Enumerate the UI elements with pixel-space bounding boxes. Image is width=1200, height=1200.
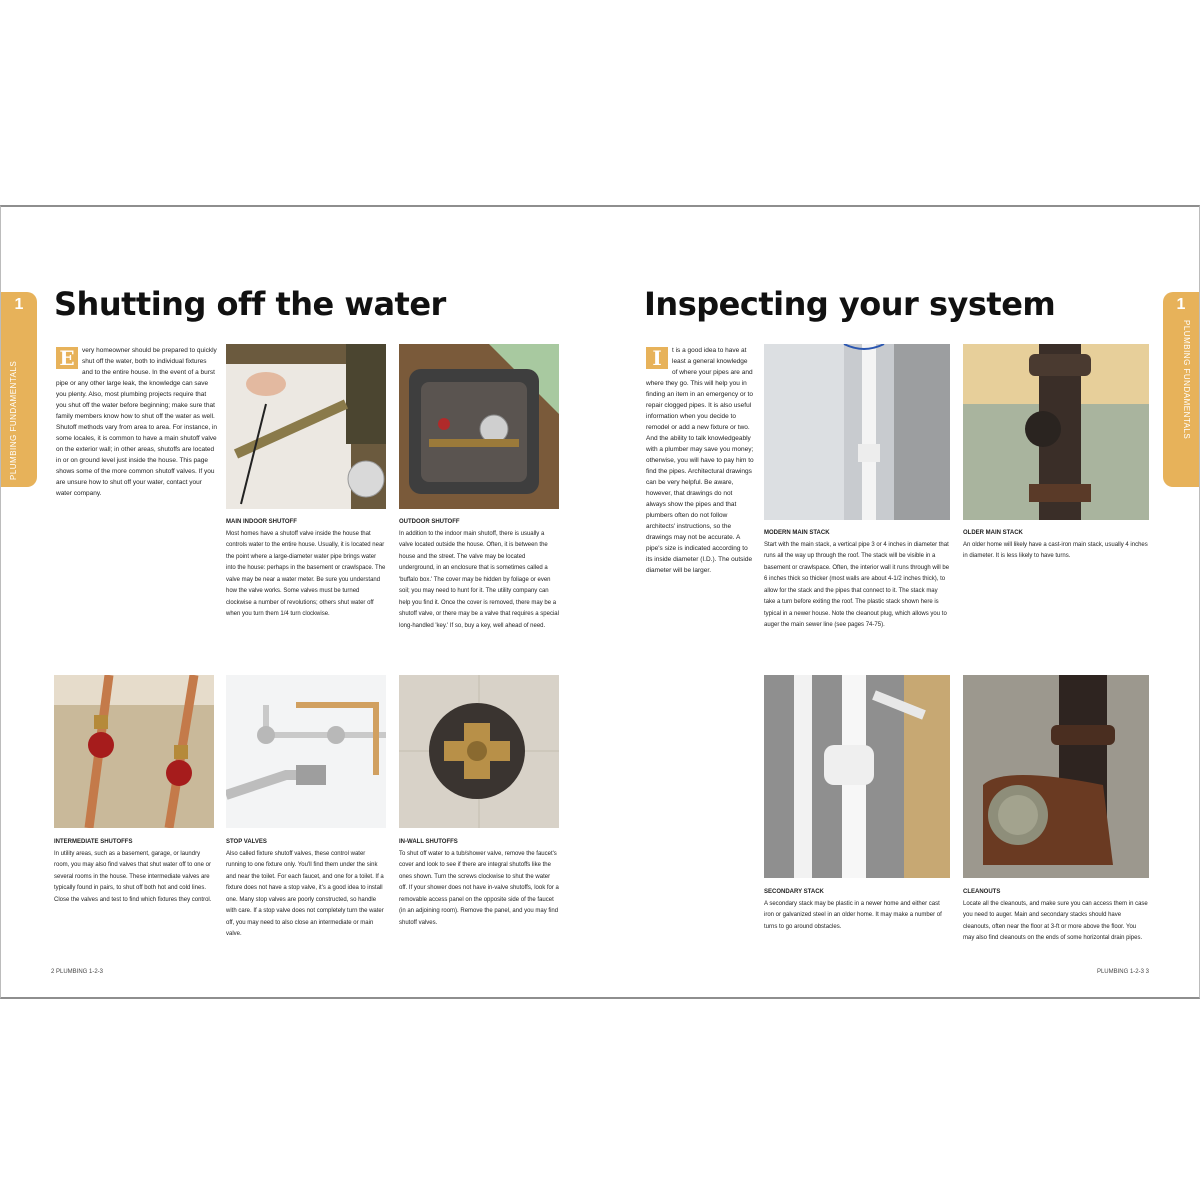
caption-text: In utility areas, such as a basement, garage, or laundry room, you may also find valves that shut water off to one or several rooms in the house. These intermediate valves are typically found in pairs, to shut off both hot and cold lines. Close the valves and test to find which fixtures they control. xyxy=(54,850,212,903)
folio-left: 2 PLUMBING 1-2-3 xyxy=(51,969,104,975)
caption-title: CLEANOUTS xyxy=(963,889,1001,895)
caption-secondary-stack xyxy=(764,887,950,933)
drop-cap: I xyxy=(646,347,668,369)
book-spread xyxy=(0,205,1200,999)
caption-title: MODERN MAIN STACK xyxy=(764,530,830,536)
caption-title: OUTDOOR SHUTOFF xyxy=(399,519,460,525)
caption-intermediate-shutoffs xyxy=(54,837,214,906)
caption-older-main-stack xyxy=(963,528,1149,563)
caption-title: MAIN INDOOR SHUTOFF xyxy=(226,519,297,525)
chapter-tab-text: PLUMBING FUNDAMENTALS xyxy=(9,360,18,480)
caption-text: Locate all the cleanouts, and make sure you can access them in case you need to auger. Main and secondary stacks should have cleanouts, often near the floor at 3-ft or more above the floor. You may also find cleanouts on the ends of some horizontal drain pipes. xyxy=(963,900,1148,941)
caption-stop-valves xyxy=(226,837,386,941)
caption-outdoor-shutoff xyxy=(399,517,559,632)
photo-secondary-stack xyxy=(764,675,950,878)
intro-body: t is a good idea to have at least a general knowledge of where your pipes are and where they go. This will help you in finding an item in an emergency or to repair clogged pipes. It is also useful information when you decide to remodel or add a new fixture or two. And the ability to talk knowledgeably with a plumber may save you money; otherwise, you will have to pay him to find the pipes. Architectural drawings can be very helpful. Be aware, however, that drawings do not always show the pipes and that plumbers often do not follow architects' instructions, so the drawings may not be accurate. A pipe's size is indicated according to its inside diameter (I.D.). The outside diameter will be larger. xyxy=(646,347,754,574)
caption-text: A secondary stack may be plastic in a newer home and either cast iron or galvanized steel in an older home. It may make a number of turns to go around obstacles. xyxy=(764,900,942,930)
chapter-number: 1 xyxy=(14,296,24,313)
caption-title: IN-WALL SHUTOFFS xyxy=(399,839,458,845)
photo-main-indoor-shutoff xyxy=(226,344,386,509)
caption-title: STOP VALVES xyxy=(226,839,267,845)
chapter-tab-left xyxy=(1,292,37,487)
intro-body: very homeowner should be prepared to quickly shut off the water, both to individual fixtures and to the entire house. In the event of a burst pipe or any other large leak, the knowledge can save you plenty. Also, most plumbing projects require that you shut off the water before beginning; make sure that family members know how to shut off the water as well. Shutoff methods vary from area to area. For instance, in some locales, it is common to have a main shutoff valve on the exterior wall; in other areas, shutoffs are located in or on ground level just inside the house. This page shows some of the more common shutoff valves. If you are unsure how to shut off your water, contact your water company. xyxy=(56,347,218,497)
caption-main-indoor-shutoff xyxy=(226,517,386,621)
photo-modern-main-stack xyxy=(764,344,950,520)
caption-text: In addition to the indoor main shutoff, there is usually a valve located outside the house. Often, it is between the house and the street. The valve may be located underground, in an enclosure that is sometimes called a 'buffalo box.' The cover may be hidden by foliage or even soil; you may need to hunt for it. The utility company can help you find it. Once the cover is removed, there may be a shutoff valve, or there may be a valve that requires a special long-handled 'key.' If so, buy a key, well ahead of need. xyxy=(399,530,559,629)
photo-older-main-stack xyxy=(963,344,1149,520)
photo-outdoor-shutoff xyxy=(399,344,559,509)
caption-text: An older home will likely have a cast-iron main stack, usually 4 inches in diameter. It is less likely to have turns. xyxy=(963,541,1148,559)
caption-text: To shut off water to a tub/shower valve, remove the faucet's cover and look to see if there are integral shutoffs like the ones shown. Turn the screws clockwise to shut the water off. If your shower does not have in-valve shutoffs, look for a removable access panel on the opposite side of the faucet (in an adjoining room). Remove the panel, and you may find shutoff valves. xyxy=(399,850,559,926)
drop-cap: E xyxy=(56,347,78,369)
chapter-tab-text: PLUMBING FUNDAMENTALS xyxy=(1182,320,1191,440)
caption-text: Also called fixture shutoff valves, these control water running to one fixture only. You'll find them under the sink and near the toilet. For each faucet, and one for a toilet. If a fixture does not have a stop valve, it's a good idea to install one. Many stop valves are poorly constructed, so handle with care. If a stop valve does not completely turn the water off, you may need to also close an intermediate or main valve. xyxy=(226,850,384,937)
page-title-right: Inspecting your system xyxy=(644,285,1056,323)
caption-cleanouts xyxy=(963,887,1149,945)
intro-text-right xyxy=(646,345,754,576)
caption-title: SECONDARY STACK xyxy=(764,889,824,895)
folio-right: PLUMBING 1-2-3 3 xyxy=(1096,969,1149,975)
chapter-tab-right xyxy=(1163,292,1199,487)
chapter-number: 1 xyxy=(1176,296,1186,313)
caption-text: Most homes have a shutoff valve inside the house that controls water to the entire house. Usually, it is located near the point where a large-diameter water pipe brings water into the house: perhaps in the basement or crawlspace. The valve may be near a water meter. Be sure you understand how the valve works. Some valves must be turned clockwise a number of revolutions; others shut water off when you turn them 1/4 turn clockwise. xyxy=(226,530,386,617)
caption-in-wall-shutoffs xyxy=(399,837,559,929)
caption-modern-main-stack xyxy=(764,528,950,632)
caption-title: INTERMEDIATE SHUTOFFS xyxy=(54,839,133,845)
intro-text-left xyxy=(56,345,218,499)
page-title-left: Shutting off the water xyxy=(54,285,446,323)
caption-title: OLDER MAIN STACK xyxy=(963,530,1023,536)
photo-in-wall-shutoffs xyxy=(399,675,559,828)
photo-stop-valves xyxy=(226,675,386,828)
caption-text: Start with the main stack, a vertical pipe 3 or 4 inches in diameter that runs all the way up through the roof. The stack will be visible in a basement or crawlspace. Often, the interior wall it runs through will be 6 inches thick so thicker (most walls are about 4-1/2 inches thick), to allow for the stack and the pipes that connect to it. The stack may take a turn before exiting the roof. The plastic stack shown here is typical in a newer house. Note the cleanout plug, which allows you to auger the main sewer line (see pages 74-75). xyxy=(764,541,950,628)
photo-cleanouts xyxy=(963,675,1149,878)
photo-intermediate-shutoffs xyxy=(54,675,214,828)
